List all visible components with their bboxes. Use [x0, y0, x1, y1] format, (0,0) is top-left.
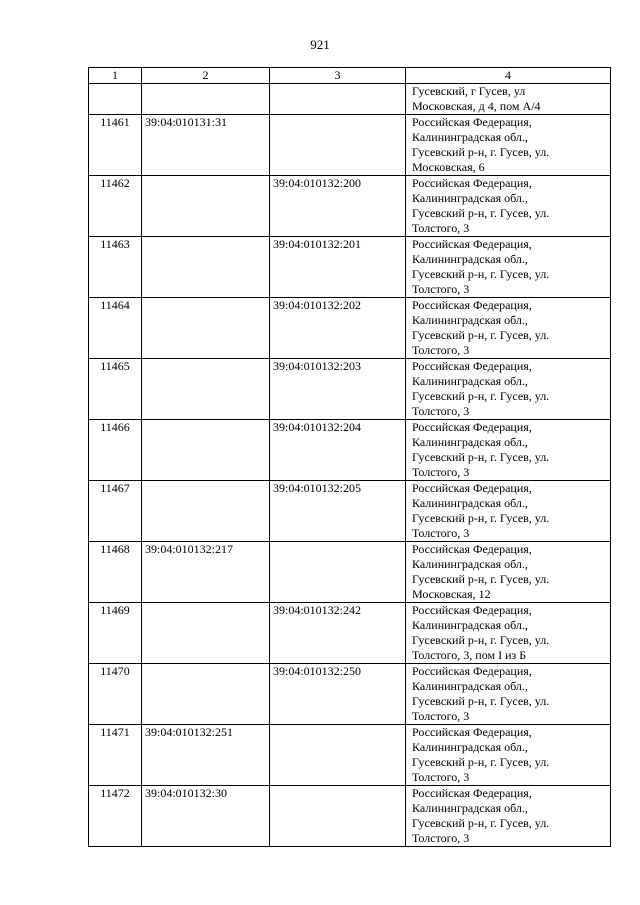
cadastral-number-cell	[142, 481, 270, 542]
row-id-cell: 11470	[89, 664, 142, 725]
table-row	[89, 237, 611, 298]
row-id-cell: 11462	[89, 176, 142, 237]
table-row	[89, 481, 611, 542]
row-id-cell: 11467	[89, 481, 142, 542]
registry-table	[88, 67, 611, 847]
cadastral-number-cell	[142, 420, 270, 481]
cadastral-number-alt-cell: 39:04:010132:201	[270, 237, 406, 298]
cadastral-number-alt-cell	[270, 115, 406, 176]
cadastral-number-alt-cell: 39:04:010132:250	[270, 664, 406, 725]
table-row	[89, 359, 611, 420]
row-id-cell: 11472	[89, 786, 142, 847]
row-id-cell: 11461	[89, 115, 142, 176]
table-row	[89, 725, 611, 786]
row-id-cell: 11468	[89, 542, 142, 603]
table-row	[89, 542, 611, 603]
cadastral-number-cell	[142, 176, 270, 237]
cadastral-number-alt-cell: 39:04:010132:204	[270, 420, 406, 481]
address-cell: Российская Федерация, Калининградская обл., Гусевский р-н, г. Гусев, ул. Толстого, 3	[406, 176, 611, 237]
cadastral-number-cell	[142, 664, 270, 725]
continuation-col1	[89, 84, 142, 115]
row-id-cell: 11466	[89, 420, 142, 481]
cadastral-number-alt-cell: 39:04:010132:242	[270, 603, 406, 664]
cadastral-number-cell: 39:04:010131:31	[142, 115, 270, 176]
continuation-col3	[270, 84, 406, 115]
column-header-3: 3	[270, 68, 406, 84]
table-header-row	[89, 68, 611, 84]
row-id-cell: 11465	[89, 359, 142, 420]
address-cell: Российская Федерация, Калининградская обл., Гусевский р-н, г. Гусев, ул. Толстого, 3	[406, 725, 611, 786]
address-cell: Российская Федерация, Калининградская обл., Гусевский р-н, г. Гусев, ул. Толстого, 3	[406, 786, 611, 847]
table-row	[89, 664, 611, 725]
cadastral-number-alt-cell: 39:04:010132:203	[270, 359, 406, 420]
address-cell: Российская Федерация, Калининградская обл., Гусевский р-н, г. Гусев, ул. Толстого, 3	[406, 237, 611, 298]
cadastral-number-cell	[142, 359, 270, 420]
continuation-address: Гусевский, г Гусев, ул Московская, д 4, пом А/4	[406, 84, 611, 115]
continuation-row	[89, 84, 611, 115]
registry-table-body	[89, 68, 611, 847]
cadastral-number-cell	[142, 298, 270, 359]
address-cell: Российская Федерация, Калининградская обл., Гусевский р-н, г. Гусев, ул. Толстого, 3	[406, 298, 611, 359]
address-cell: Российская Федерация, Калининградская обл., Гусевский р-н, г. Гусев, ул. Толстого, 3	[406, 420, 611, 481]
column-header-2: 2	[142, 68, 270, 84]
row-id-cell: 11469	[89, 603, 142, 664]
cadastral-number-alt-cell: 39:04:010132:200	[270, 176, 406, 237]
address-cell: Российская Федерация, Калининградская обл., Гусевский р-н, г. Гусев, ул. Московская, 12	[406, 542, 611, 603]
row-id-cell: 11463	[89, 237, 142, 298]
cadastral-number-cell	[142, 603, 270, 664]
column-header-4: 4	[406, 68, 611, 84]
address-cell: Российская Федерация, Калининградская обл., Гусевский р-н, г. Гусев, ул. Толстого, 3	[406, 359, 611, 420]
cadastral-number-alt-cell: 39:04:010132:202	[270, 298, 406, 359]
cadastral-number-alt-cell	[270, 786, 406, 847]
page-number: 921	[310, 37, 330, 52]
address-cell: Российская Федерация, Калининградская обл., Гусевский р-н, г. Гусев, ул. Толстого, 3	[406, 481, 611, 542]
column-header-1: 1	[89, 68, 142, 84]
table-row	[89, 603, 611, 664]
table-row	[89, 176, 611, 237]
cadastral-number-cell: 39:04:010132:217	[142, 542, 270, 603]
cadastral-number-cell: 39:04:010132:251	[142, 725, 270, 786]
table-row	[89, 115, 611, 176]
row-id-cell: 11471	[89, 725, 142, 786]
table-row	[89, 786, 611, 847]
cadastral-number-alt-cell	[270, 725, 406, 786]
cadastral-number-cell: 39:04:010132:30	[142, 786, 270, 847]
table-row	[89, 298, 611, 359]
cadastral-number-cell	[142, 237, 270, 298]
address-cell: Российская Федерация, Калининградская обл., Гусевский р-н, г. Гусев, ул. Московская, 6	[406, 115, 611, 176]
row-id-cell: 11464	[89, 298, 142, 359]
cadastral-number-alt-cell	[270, 542, 406, 603]
cadastral-number-alt-cell: 39:04:010132:205	[270, 481, 406, 542]
address-cell: Российская Федерация, Калининградская обл., Гусевский р-н, г. Гусев, ул. Толстого, 3	[406, 664, 611, 725]
continuation-col2	[142, 84, 270, 115]
address-cell: Российская Федерация, Калининградская обл., Гусевский р-н, г. Гусев, ул. Толстого, 3, пом I из Б	[406, 603, 611, 664]
table-row	[89, 420, 611, 481]
